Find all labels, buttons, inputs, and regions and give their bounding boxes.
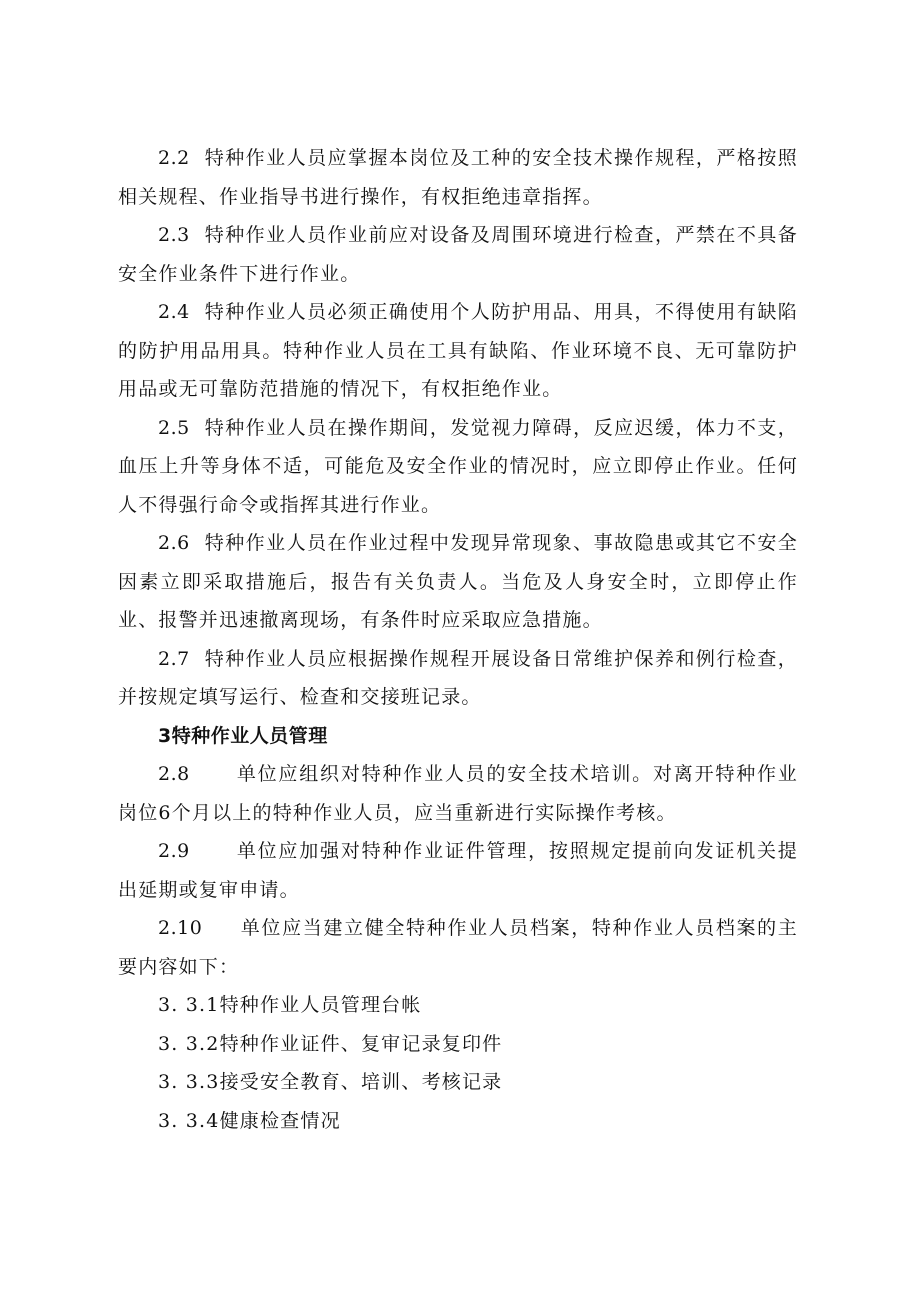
paragraph-2-6 [118,524,798,640]
section-heading: 3特种作业人员管理 [158,724,328,747]
paragraph-number: 2.7 [158,647,190,670]
paragraph-text: 单位应当建立健全特种作业人员档案，特种作业人员档案的主要内容如下： [118,917,798,978]
paragraph-number: 2.2 [158,147,190,169]
paragraph-number: 2.9 [158,840,190,862]
paragraph-2-3 [118,216,798,293]
list-item: 3. 3.4健康检查情况 [158,1109,341,1132]
paragraph-2-4 [118,293,798,409]
paragraph-number: 2.3 [158,224,190,246]
paragraph-text: 特种作业人员应掌握本岗位及工种的安全技术操作规程，严格按照相关规程、作业指导书进行操作，有权拒绝违章指挥。 [118,147,798,208]
paragraph-text: 特种作业人员在作业过程中发现异常现象、事故隐患或其它不安全因素立即采取措施后，报告有关负责人。当危及人身安全时，立即停止作业、报警并迅速撤离现场，有条件时应采取应急措施。 [118,532,798,631]
paragraph-number: 2.5 [158,416,190,439]
paragraph-text: 特种作业人员应根据操作规程开展设备日常维护保养和例行检查，并按规定填写运行、检查和交接班记录。 [118,647,798,708]
paragraph-number: 2.8 [158,763,190,785]
paragraph-text: 单位应加强对特种作业证件管理，按照规定提前向发证机关提出延期或复审申请。 [118,840,799,901]
paragraph-2-2 [118,139,798,216]
paragraph-2-5 [118,409,798,525]
list-item: 3. 3.2特种作业证件、复审记录复印件 [158,1032,503,1055]
paragraph-2-7 [118,640,798,717]
paragraph-2-9 [118,832,798,909]
document-page [118,139,798,1140]
list-item: 3. 3.1特种作业人员管理台帐 [158,994,422,1016]
paragraph-text: 特种作业人员作业前应对设备及周围环境进行检查，严禁在不具备安全作业条件下进行作业。 [118,224,798,285]
paragraph-number: 2.10 [158,917,203,939]
paragraph-number: 2.6 [158,532,190,554]
list-item: 3. 3.3接受安全教育、培训、考核记录 [158,1071,503,1093]
paragraph-text: 特种作业人员在操作期间，发觉视力障碍，反应迟缓，体力不支，血压上升等身体不适，可能危及安全作业的情况时，应立即停止作业。任何人不得强行命令或指挥其进行作业。 [118,416,798,516]
paragraph-2-8 [118,755,798,832]
paragraph-text: 特种作业人员必须正确使用个人防护用品、用具，不得使用有缺陷的防护用品用具。特种作业人员在工具有缺陷、作业环境不良、无可靠防护用品或无可靠防范措施的情况下，有权拒绝作业。 [118,301,798,400]
paragraph-number: 2.4 [158,301,190,323]
paragraph-2-10 [118,909,798,986]
paragraph-text: 单位应组织对特种作业人员的安全技术培训。对离开特种作业岗位6个月以上的特种作业人员，应当重新进行实际操作考核。 [118,763,799,824]
